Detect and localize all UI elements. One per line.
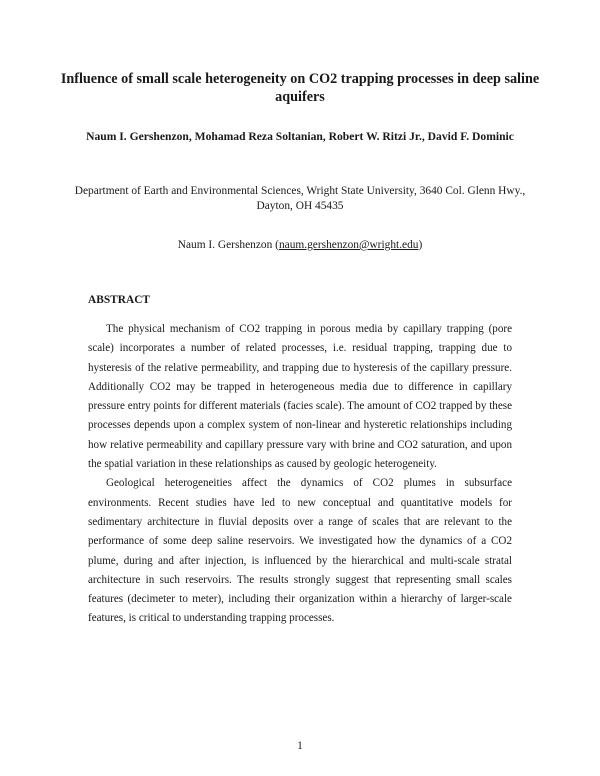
contact-name: Naum I. Gershenzon ( — [177, 239, 279, 251]
affiliation: Department of Earth and Environmental Sciences, Wright State University, 3640 Col. Glenn Hwy., Dayton, OH 45435 — [74, 185, 526, 212]
email-link[interactable]: naum.gershenzon@wright.edu — [278, 239, 419, 251]
paper-title: Influence of small scale heterogeneity on CO2 trapping processes in deep saline aquifers — [60, 71, 540, 105]
abstract-heading: ABSTRACT — [88, 294, 151, 306]
corresponding-author — [60, 238, 540, 253]
abstract-paragraph: Geological heterogeneities affect the dynamics of CO2 plumes in subsurface environments. Recent studies have led to new conceptual and quantitative models for sedimentary architecture in fluvial deposits over a range of scales that are relevant to the performance of some deep saline reservoirs. We investigated how the dynamics of a CO2 plume, during and after injection, is influenced by the hierarchical and multi-scale stratal architecture in such reservoirs. The results strongly suggest that representing small scales features (decimeter to meter), including their organization within a hierarchy of larger-scale features, is critical to understanding trapping processes. — [88, 477, 512, 625]
contact-suffix: ) — [418, 239, 423, 251]
author-list: Naum I. Gershenzon, Mohamad Reza Soltanian, Robert W. Ritzi Jr., David F. Dominic — [86, 130, 514, 143]
abstract-body — [88, 320, 512, 629]
page-number: 1 — [297, 740, 303, 752]
abstract-paragraph: The physical mechanism of CO2 trapping in porous media by capillary trapping (pore scale) incorporates a number of related processes, i.e. residual trapping, trapping due to hysteresis of the relative permeability, and trapping due to hysteresis of the capillary pressure. Additionally CO2 may be trapped in heterogeneous media due to difference in capillary pressure entry points for different materials (facies scale). The amount of CO2 trapped by these processes depends upon a complex system of non-linear and hysteretic relationships including how relative permeability and capillary pressure vary with brine and CO2 saturation, and upon the spatial variation in these relationships as caused by geologic heterogeneity. — [88, 323, 512, 471]
